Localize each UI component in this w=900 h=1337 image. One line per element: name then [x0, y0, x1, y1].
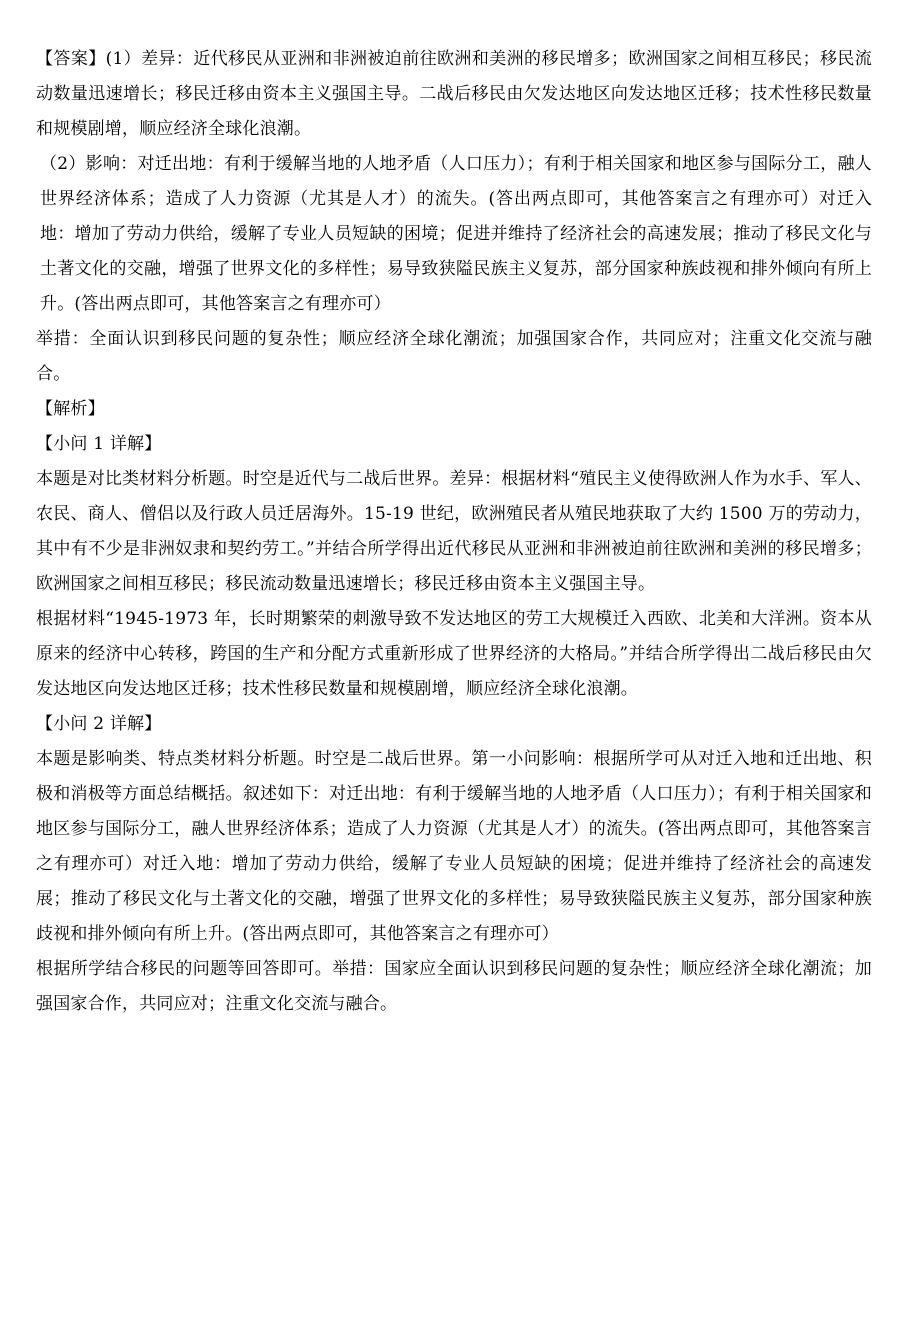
q1-paragraph-1: 本题是对比类材料分析题。时空是近代与二战后世界。差异：根据材料“殖民主义使得欧洲人作为水手、军人、农民、商人、僧侣以及行政人员迁居海外。15-19 世纪，欧洲殖民者从殖民地获取了大约 1500 万的劳动力，其中有不少是非洲奴隶和契约劳工。”并结合所学得出近代移民从亚洲和非洲被迫前往欧洲和美洲的移民增多；欧洲国家之间相互移民；移民流动数量迅速增长；移民迁移由资本主义强国主导。 [36, 469, 872, 594]
q1-paragraph-2: 根据材料“1945-1973 年，长时期繁荣的刺激导致不发达地区的劳工大规模迁入西欧、北美和大洋洲。资本从原来的经济中心转移，跨国的生产和分配方式重新形成了世界经济的大格局。”并结合所学得出二战后移民由欠发达地区向发达地区迁移；技术性移民数量和规模剧增，顺应经济全球化浪潮。 [36, 609, 872, 699]
q2-heading: 【小问 2 详解】 [36, 714, 162, 734]
answer-part2: （2）影响：对迁出地：有利于缓解当地的人地矛盾（人口压力）；有利于相关国家和地区参与国际分工，融人世界经济体系；造成了人力资源（尤其是人才）的流失。(答出两点即可，其他答案言之有理亦可）对迁入地：增加了劳动力供给，缓解了专业人员短缺的困境；促进并维持了经济社会的高速发展；推动了移民文化与土著文化的交融，增强了世界文化的多样性；易导致狭隘民族主义复苏，部分国家种族歧视和排外倾向有所上升。(答出两点即可，其他答案言之有理亦可） [40, 154, 872, 314]
q2-paragraph-1: 本题是影响类、特点类材料分析题。时空是二战后世界。第一小问影响：根据所学可从对迁入地和迁出地、积极和消极等方面总结概括。叙述如下：对迁出地：有利于缓解当地的人地矛盾（人口压力）；有利于相关国家和地区参与国际分工，融人世界经济体系；造成了人力资源（尤其是人才）的流失。(答出两点即可，其他答案言之有理亦可）对迁入地：增加了劳动力供给，缓解了专业人员短缺的困境；促进并维持了经济社会的高速发展；推动了移民文化与土著文化的交融，增强了世界文化的多样性；易导致狭隘民族主义复苏，部分国家种族歧视和排外倾向有所上升。(答出两点即可，其他答案言之有理亦可） [36, 749, 872, 944]
q1-heading: 【小问 1 详解】 [36, 434, 162, 454]
q2-paragraph-2: 根据所学结合移民的问题等回答即可。举措：国家应全面认识到移民问题的复杂性；顺应经济全球化潮流；加强国家合作，共同应对；注重文化交流与融合。 [36, 959, 872, 1014]
answer-measures: 举措：全面认识到移民问题的复杂性；顺应经济全球化潮流；加强国家合作，共同应对；注重文化交流与融合。 [36, 329, 872, 384]
answer-part1: 【答案】(1）差异：近代移民从亚洲和非洲被迫前往欧洲和美洲的移民增多；欧洲国家之间相互移民；移民流动数量迅速增长；移民迁移由资本主义强国主导。二战后移民由欠发达地区向发达地区迁移；技术性移民数量和规模剧增，顺应经济全球化浪潮。 [36, 49, 872, 139]
analysis-heading: 【解析】 [36, 399, 105, 419]
